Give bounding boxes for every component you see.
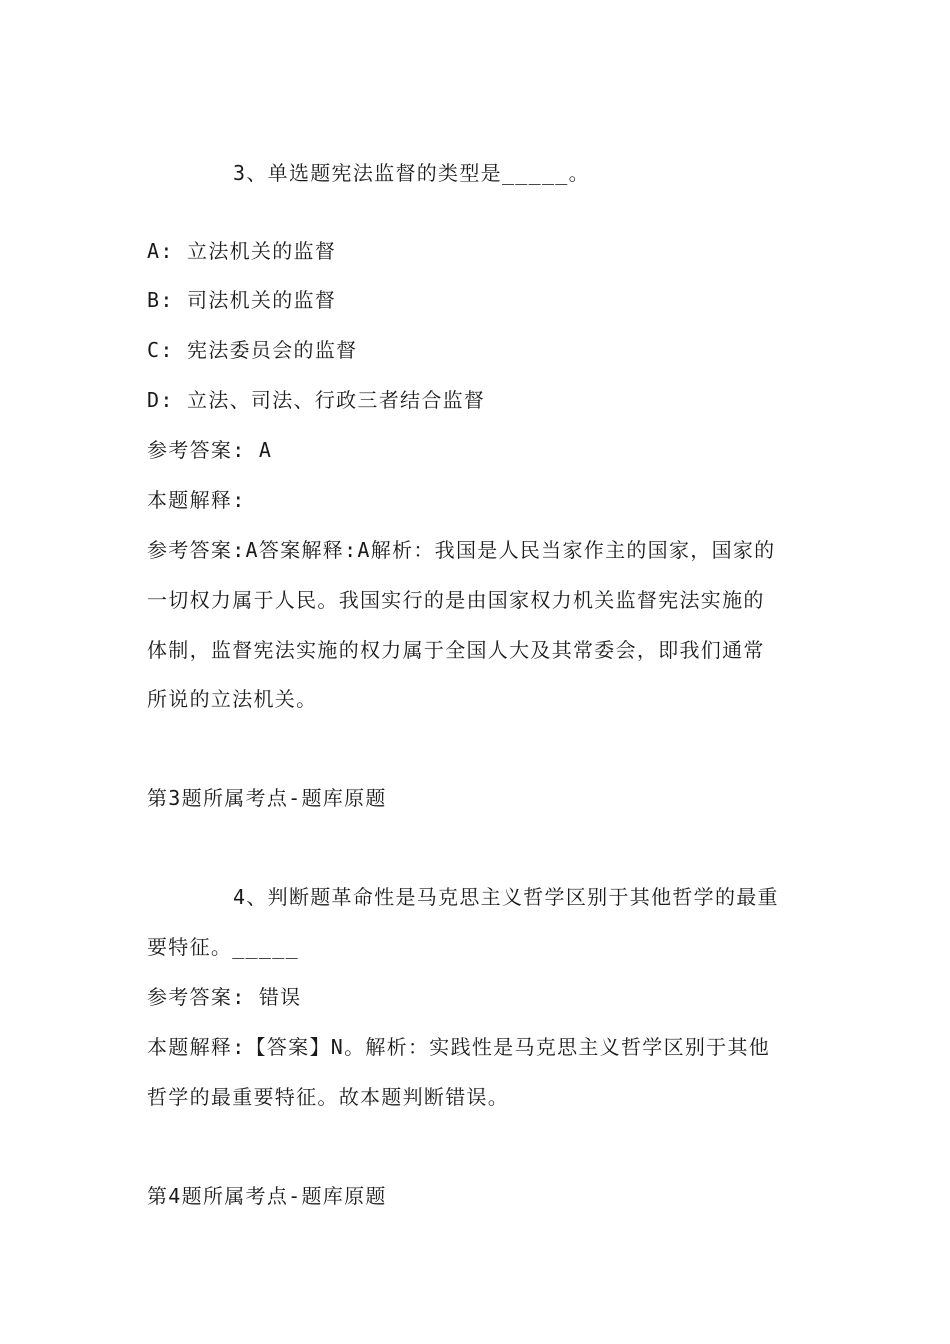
q4-topic: 第4题所属考点-题库原题	[147, 1184, 387, 1208]
q3-explain-line: 所说的立法机关。	[147, 687, 318, 711]
q3-topic: 第3题所属考点-题库原题	[147, 786, 387, 810]
q3-explain-line: 一切权力属于人民。我国实行的是由国家权力机关监督宪法实施的	[147, 588, 765, 612]
q3-option-d: D: 立法、司法、行政三者结合监督	[147, 388, 486, 412]
q3-explain-line: 参考答案:A答案解释:A解析：我国是人民当家作主的国家，国家的	[147, 538, 776, 562]
q4-stem-line: 4、判断题革命性是马克思主义哲学区别于其他哲学的最重	[233, 885, 779, 909]
q3-explain-label: 本题解释:	[147, 488, 246, 512]
q3-answer: 参考答案: A	[147, 438, 273, 462]
q3-option-b: B: 司法机关的监督	[147, 288, 337, 312]
q4-stem-line: 要特征。_____	[147, 935, 299, 959]
q3-stem: 3、单选题宪法监督的类型是_____。	[233, 161, 590, 185]
q3-explain-line: 体制，监督宪法实施的权力属于全国人大及其常委会，即我们通常	[147, 638, 765, 662]
q3-option-c: C: 宪法委员会的监督	[147, 338, 358, 362]
q4-explain-line: 本题解释:【答案】N。解析：实践性是马克思主义哲学区别于其他	[147, 1035, 771, 1059]
q4-explain-line: 哲学的最重要特征。故本题判断错误。	[147, 1085, 510, 1109]
q3-option-a: A: 立法机关的监督	[147, 239, 337, 263]
q4-answer: 参考答案: 错误	[147, 985, 302, 1009]
